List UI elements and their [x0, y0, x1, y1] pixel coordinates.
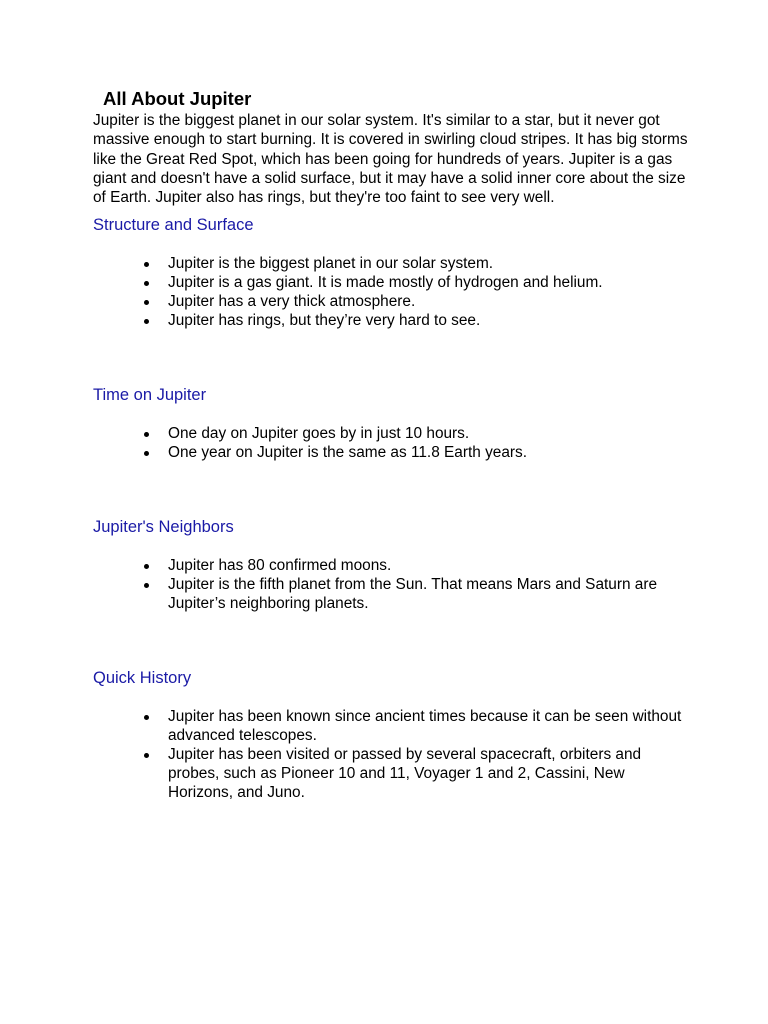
list-item-text: One day on Jupiter goes by in just 10 hours. — [168, 425, 470, 443]
list-item — [93, 424, 693, 443]
bullet-list — [93, 707, 693, 802]
list-item-text: Jupiter has a very thick atmosphere. — [168, 293, 416, 311]
bullet-icon — [144, 715, 149, 720]
list-item — [93, 311, 693, 330]
list-item-text: Jupiter is a gas giant. It is made mostly of hydrogen and helium. — [168, 274, 603, 292]
document-page — [93, 87, 693, 802]
list-item — [93, 443, 693, 462]
list-item-text: Jupiter is the biggest planet in our solar system. — [168, 255, 494, 273]
section-heading: Structure and Surface — [93, 216, 254, 235]
list-item-text: Jupiter has rings, but they’re very hard to see. — [168, 312, 481, 330]
bullet-list — [93, 254, 693, 330]
section-structure-and-surface — [93, 214, 693, 330]
bullet-icon — [144, 432, 149, 437]
bullet-icon — [144, 319, 149, 324]
section-heading: Time on Jupiter — [93, 386, 207, 405]
list-item-text: Jupiter is the fifth planet from the Sun. That means Mars and Saturn are Jupiter’s neighboring planets. — [168, 576, 658, 613]
section-quick-history — [93, 667, 693, 802]
bullet-list — [93, 424, 693, 462]
list-item-text: One year on Jupiter is the same as 11.8 Earth years. — [168, 444, 528, 462]
bullet-icon — [144, 564, 149, 569]
page-title: All About Jupiter — [103, 88, 252, 109]
bullet-icon — [144, 753, 149, 758]
section-time-on-jupiter — [93, 384, 693, 462]
section-heading: Jupiter's Neighbors — [93, 518, 234, 537]
bullet-icon — [144, 583, 149, 588]
list-item-text: Jupiter has been known since ancient times because it can be seen without advanced telescopes. — [168, 708, 682, 745]
bullet-icon — [144, 262, 149, 267]
list-item-text: Jupiter has been visited or passed by several spacecraft, orbiters and probes, such as Pioneer 10 and 11, Voyager 1 and 2, Cassini, New Horizons, and Juno. — [168, 746, 642, 802]
list-item — [93, 575, 693, 613]
list-item — [93, 273, 693, 292]
section-heading: Quick History — [93, 669, 192, 688]
list-item — [93, 556, 693, 575]
list-item — [93, 707, 693, 745]
list-item — [93, 292, 693, 311]
list-item — [93, 254, 693, 273]
list-item-text: Jupiter has 80 confirmed moons. — [168, 557, 392, 575]
section-jupiters-neighbors — [93, 516, 693, 613]
bullet-icon — [144, 300, 149, 305]
bullet-icon — [144, 281, 149, 286]
bullet-list — [93, 556, 693, 613]
list-item — [93, 745, 693, 802]
intro-paragraph: Jupiter is the biggest planet in our solar system. It's similar to a star, but it never got massive enough to start burning. It is covered in swirling cloud stripes. It has big storms like the Great Red Spot, which has been going for hundreds of years. Jupiter is a gas giant and doesn't have a solid surface, but it may have a solid inner core about the size of Earth. Jupiter also has rings, but they're too faint to see very well. — [93, 112, 688, 207]
bullet-icon — [144, 451, 149, 456]
